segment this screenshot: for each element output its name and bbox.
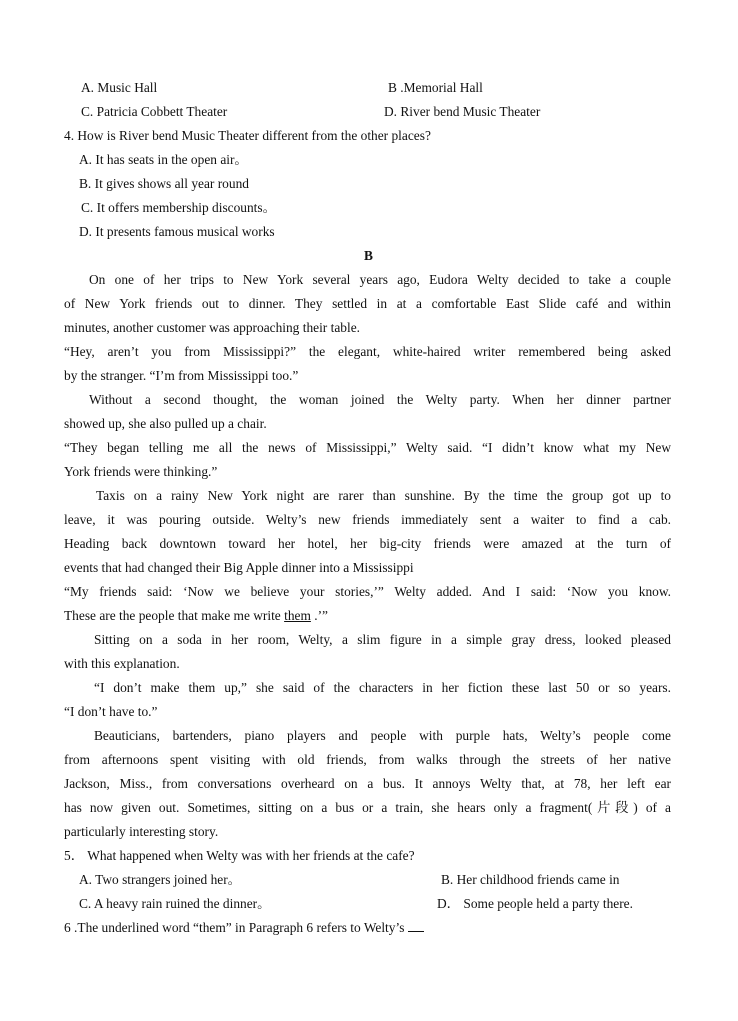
- passage-line: “Hey, aren’t you from Mississippi?” the elegant, white-haired writer remembered being asked: [64, 344, 671, 359]
- q4-option-b: B. It gives shows all year round: [79, 176, 249, 191]
- passage-line: has now given out. Sometimes, sitting on a bus or a train, she hears only a fragment(片段) of a: [64, 800, 671, 815]
- passage-line: of New York friends out to dinner. They settled in at a comfortable East Slide café and within: [64, 296, 671, 311]
- q3-option-b: B .Memorial Hall: [388, 80, 483, 95]
- passage-line: Jackson, Miss., from conversations overheard on a bus. It annoys Welty that, at 78, her left ear: [64, 776, 671, 791]
- q5-option-d: D． Some people held a party there.: [437, 896, 633, 911]
- q4-stem: 4. How is River bend Music Theater different from the other places?: [64, 128, 431, 143]
- q5-stem: 5． What happened when Welty was with her friends at the cafe?: [64, 848, 415, 863]
- passage-line: Heading back downtown toward her hotel, her big-city friends were amazed at the turn of: [64, 536, 671, 551]
- q6-stem: 6 .The underlined word “them” in Paragraph 6 refers to Welty’s: [64, 920, 405, 935]
- passage-line: from afternoons spent visiting with old friends, from walks through the streets of her native: [64, 752, 671, 767]
- passage-line: York friends were thinking.”: [64, 464, 218, 479]
- passage-line: Taxis on a rainy New York night are rarer than sunshine. By the time the group got up to: [96, 488, 671, 503]
- answer-blank: [408, 919, 424, 932]
- passage-line: “My friends said: ‘Now we believe your stories,’” Welty added. And I said: ‘Now you know.: [64, 584, 671, 599]
- q4-option-c: C. It offers membership discounts。: [81, 200, 277, 215]
- passage-line: by the stranger. “I’m from Mississippi too.”: [64, 368, 299, 383]
- passage-line: Sitting on a soda in her room, Welty, a slim figure in a simple gray dress, looked pleased: [94, 632, 671, 647]
- passage-line: events that had changed their Big Apple dinner into a Mississippi: [64, 560, 414, 575]
- passage-line: “I don’t have to.”: [64, 704, 158, 719]
- q5-option-c: C. A heavy rain ruined the dinner。: [79, 896, 271, 911]
- passage-line: minutes, another customer was approaching their table.: [64, 320, 360, 335]
- q3-option-c: C. Patricia Cobbett Theater: [81, 104, 228, 119]
- passage-line: [64, 607, 328, 625]
- passage-line: On one of her trips to New York several years ago, Eudora Welty decided to take a couple: [89, 272, 671, 287]
- passage-line: Without a second thought, the woman joined the Welty party. When her dinner partner: [89, 392, 671, 407]
- passage-line: Beauticians, bartenders, piano players and people with purple hats, Welty’s people come: [94, 728, 671, 743]
- q3-option-d: D. River bend Music Theater: [384, 104, 541, 119]
- section-b-heading: B: [364, 248, 373, 263]
- passage-line: with this explanation.: [64, 656, 180, 671]
- passage-text: .’”: [310, 608, 328, 623]
- q5-option-a: A. Two strangers joined her。: [79, 872, 242, 887]
- q5-option-b: B. Her childhood friends came in: [441, 872, 620, 887]
- passage-line: showed up, she also pulled up a chair.: [64, 416, 267, 431]
- passage-line: “They began telling me all the news of Mississippi,” Welty said. “I didn’t know what my New: [64, 440, 671, 455]
- q4-option-a: A. It has seats in the open air。: [79, 152, 248, 167]
- passage-text: These are the people that make me write: [64, 608, 285, 623]
- q4-option-d: D. It presents famous musical works: [79, 224, 275, 239]
- q3-option-a: A. Music Hall: [81, 80, 158, 95]
- q6-line: [64, 919, 424, 937]
- underlined-word-them: them: [284, 608, 311, 623]
- passage-line: “I don’t make them up,” she said of the characters in her fiction these last 50 or so years.: [94, 680, 671, 695]
- passage-line: particularly interesting story.: [64, 824, 219, 839]
- passage-line: leave, it was pouring outside. Welty’s new friends immediately sent a waiter to find a cab.: [64, 512, 671, 527]
